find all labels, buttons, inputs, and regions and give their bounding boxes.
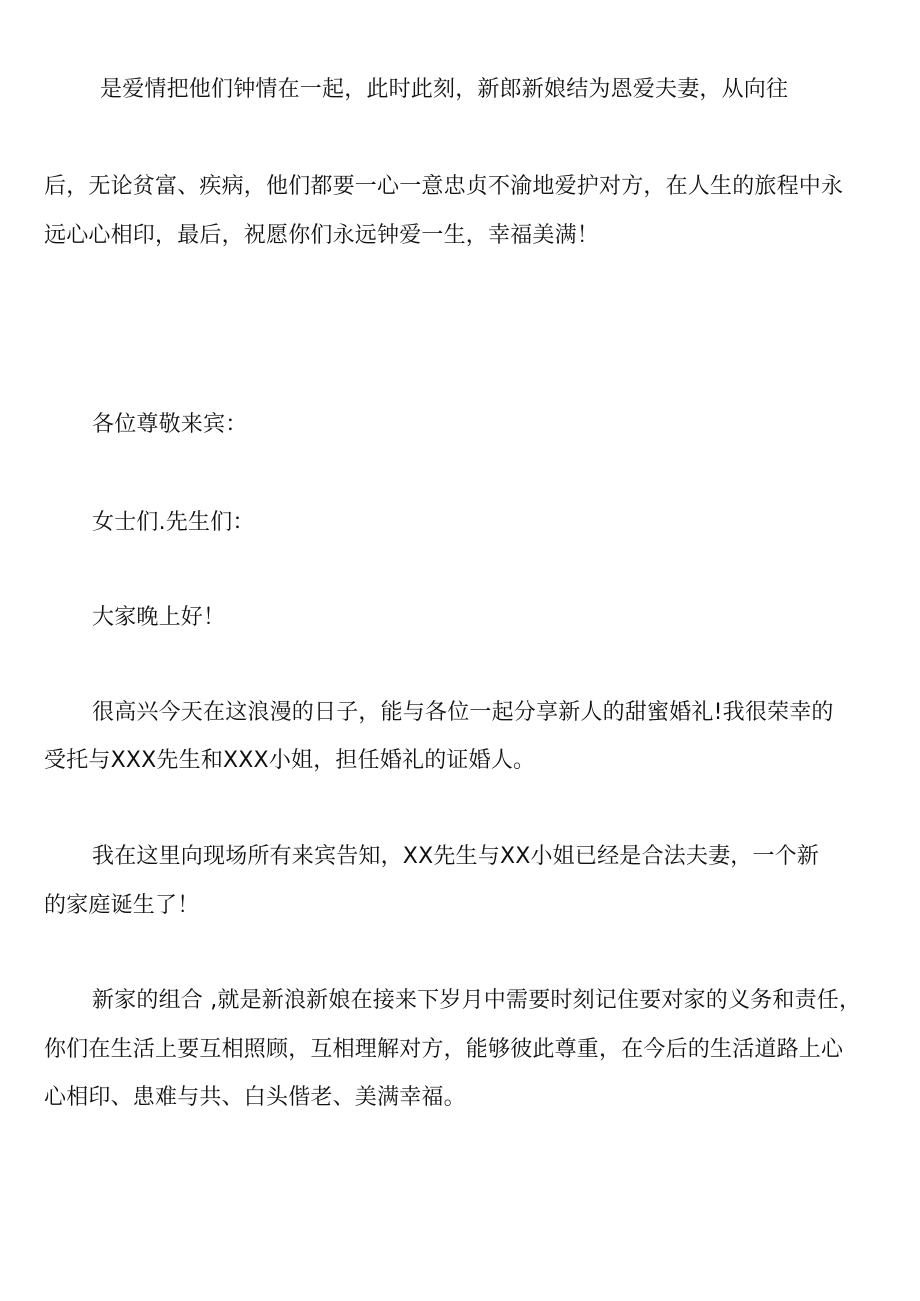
text-line: 的家庭诞生了！ bbox=[44, 893, 200, 918]
text-line: 受托与XXX先生和XXX小姐，担任婚礼的证婚人。 bbox=[44, 748, 536, 773]
text-line: 是爱情把他们钟情在一起，此时此刻，新郎新娘结为恩爱夫妻，从向往 bbox=[100, 77, 789, 102]
text-line: 远心心相印，最后，祝愿你们永远钟爱一生，幸福美满！ bbox=[44, 223, 600, 248]
text-line: 心相印、患难与共、白头偕老、美满幸福。 bbox=[44, 1085, 466, 1110]
greeting-guests: 各位尊敬来宾： bbox=[92, 412, 248, 437]
text-line: 后，无论贫富、疾病，他们都要一心一意忠贞不渝地爱护对方，在人生的旅程中永 bbox=[44, 174, 844, 199]
text-line: 我在这里向现场所有来宾告知，XX先生与XX小姐已经是合法夫妻，一个新 bbox=[92, 844, 820, 869]
text-line: 新家的组合 ,就是新浪新娘在接来下岁月中需要时刻记住要对家的义务和责任， bbox=[92, 988, 862, 1013]
text-line: 很高兴今天在这浪漫的日子，能与各位一起分享新人的甜蜜婚礼!我很荣幸的 bbox=[92, 700, 834, 725]
greeting-evening: 大家晚上好！ bbox=[92, 605, 226, 630]
text-line: 你们在生活上要互相照顾，互相理解对方，能够彼此尊重，在今后的生活道路上心 bbox=[44, 1037, 844, 1062]
greeting-ladies-gentlemen: 女士们.先生们： bbox=[92, 510, 255, 535]
